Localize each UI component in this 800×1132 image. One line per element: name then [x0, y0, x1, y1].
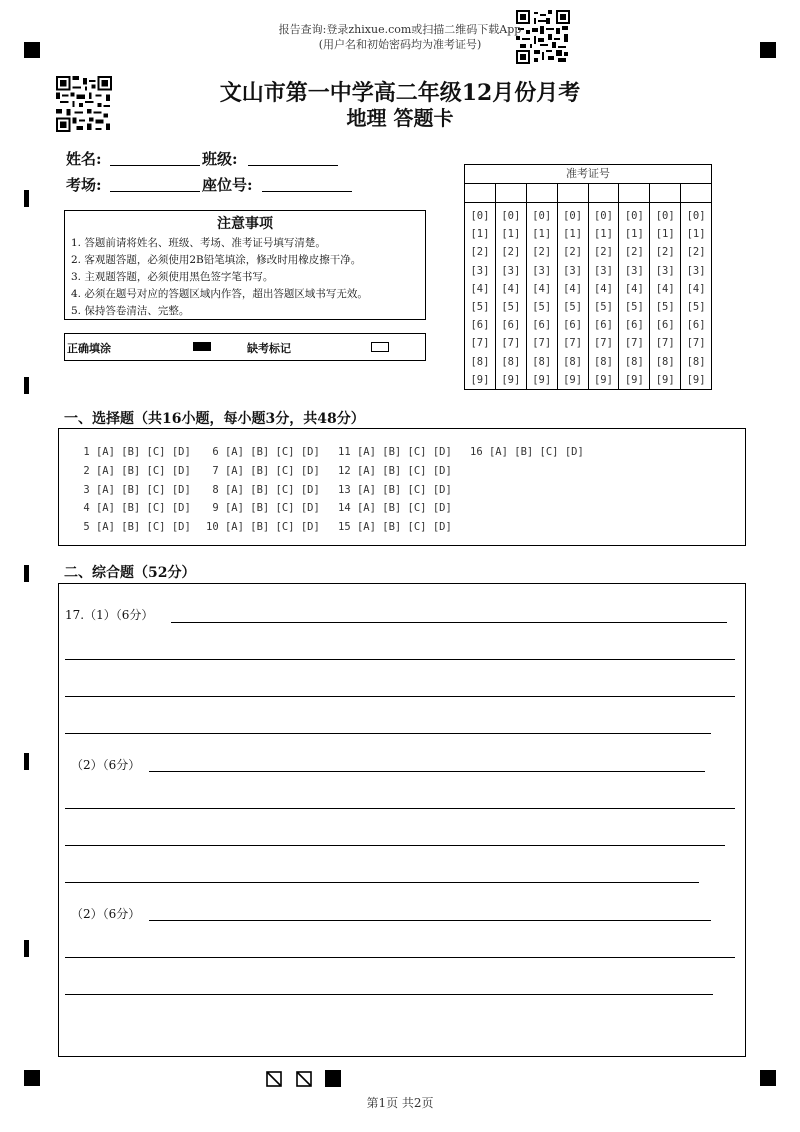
admission-digit-bubble[interactable]: [7]	[686, 337, 706, 350]
admission-digit-bubble[interactable]: [3]	[563, 264, 583, 277]
admission-digit-bubble[interactable]: [9]	[470, 373, 490, 386]
admission-digit-bubble[interactable]: [7]	[655, 337, 675, 350]
admission-digit-bubble[interactable]: [4]	[470, 282, 490, 295]
admission-digit-bubble[interactable]: [9]	[686, 373, 706, 386]
mc-column-1	[77, 443, 191, 537]
answer-line[interactable]	[65, 882, 699, 883]
seat-number-label: 座位号:	[202, 176, 253, 194]
answer-line[interactable]	[65, 957, 735, 958]
mc-column-2	[206, 443, 320, 537]
admission-digit-bubble[interactable]: [9]	[563, 373, 583, 386]
admission-digit-column	[681, 203, 711, 389]
notice-item: 3. 主观题答题，必须使用黑色签字笔书写。	[71, 271, 274, 283]
admission-digit-column	[496, 203, 527, 389]
admission-digit-bubble[interactable]: [0]	[563, 210, 583, 222]
admission-digit-column	[589, 203, 620, 389]
admission-digit-bubble[interactable]: [4]	[501, 282, 521, 295]
mc-question-row[interactable]: 11 [A] [B] [C] [D]	[338, 446, 452, 458]
seat-number-field[interactable]	[262, 191, 352, 192]
mc-question-row[interactable]: 1 [A] [B] [C] [D]	[77, 446, 191, 458]
admission-digit-column	[527, 203, 558, 389]
admission-digit-bubble[interactable]: [9]	[624, 373, 644, 386]
correct-fill-sample	[193, 342, 211, 351]
admission-digit-bubble[interactable]: [8]	[501, 355, 521, 368]
admission-digit-bubble[interactable]: [0]	[593, 210, 613, 222]
side-mark	[24, 565, 29, 582]
q17-part2-label: （2）（6分）	[71, 758, 141, 772]
mc-column-3	[338, 443, 452, 537]
admission-digit-bubble[interactable]: [1]	[593, 228, 613, 241]
admission-digit-column	[465, 203, 496, 389]
admission-digit-bubble[interactable]: [9]	[593, 373, 613, 386]
admission-digit-bubble[interactable]: [3]	[624, 264, 644, 277]
admission-digit-bubble[interactable]: [3]	[593, 264, 613, 277]
q17-part3-label: （2）（6分）	[71, 907, 141, 921]
admission-digit-cell[interactable]	[558, 184, 589, 202]
answer-line[interactable]	[65, 845, 725, 846]
admission-number-grid	[464, 164, 712, 390]
admission-number-write-row	[465, 184, 711, 203]
mc-question-row[interactable]: 16 [A] [B] [C] [D]	[470, 446, 584, 458]
notice-item: 2. 客观题答题，必须使用2B铅笔填涂，修改时用橡皮擦干净。	[71, 254, 362, 266]
answer-line[interactable]	[149, 920, 711, 921]
admission-digit-cell[interactable]	[681, 184, 711, 202]
admission-digit-bubble[interactable]: [6]	[532, 319, 552, 332]
admission-digit-bubble[interactable]: [1]	[501, 228, 521, 241]
absent-mark-box[interactable]	[371, 342, 389, 352]
admission-digit-bubble[interactable]: [8]	[532, 355, 552, 368]
mc-question-row[interactable]: 5 [A] [B] [C] [D]	[77, 521, 191, 534]
slash-box-1	[266, 1071, 282, 1087]
admission-digit-bubble[interactable]: [7]	[470, 337, 490, 350]
admission-digit-bubble[interactable]: [2]	[686, 246, 706, 259]
admission-digit-bubble[interactable]: [0]	[501, 210, 521, 222]
answer-line[interactable]	[149, 771, 705, 772]
answer-line[interactable]	[171, 622, 727, 623]
section1-title: 一、选择题（共16小题，每小题3分，共48分）	[64, 411, 365, 427]
admission-digit-bubble[interactable]: [7]	[563, 337, 583, 350]
admission-digit-bubble[interactable]: [8]	[655, 355, 675, 368]
admission-digit-bubble[interactable]: [2]	[593, 246, 613, 259]
exam-room-field[interactable]	[110, 191, 200, 192]
admission-digit-bubble[interactable]: [2]	[655, 246, 675, 259]
admission-digit-bubble[interactable]: [5]	[686, 301, 706, 314]
admission-digit-bubble[interactable]: [1]	[655, 228, 675, 241]
admission-digit-cell[interactable]	[650, 184, 681, 202]
exam-room-label: 考场:	[66, 176, 102, 194]
side-mark	[24, 190, 29, 207]
admission-digit-bubble[interactable]: [1]	[686, 228, 706, 241]
admission-digit-bubble[interactable]: [9]	[532, 373, 552, 386]
admission-digit-bubble[interactable]: [6]	[655, 319, 675, 332]
admission-digit-bubble[interactable]: [1]	[470, 228, 490, 241]
filled-box-mark	[325, 1070, 341, 1087]
side-mark	[24, 940, 29, 957]
admission-digit-bubble[interactable]: [0]	[470, 210, 490, 222]
admission-digit-bubble[interactable]: [7]	[501, 337, 521, 350]
admission-digit-bubble[interactable]: [3]	[470, 264, 490, 277]
mc-question-row[interactable]: 6 [A] [B] [C] [D]	[206, 446, 320, 458]
section2-title: 二、综合题（52分）	[64, 565, 196, 581]
admission-digit-bubble[interactable]: [1]	[532, 228, 552, 241]
admission-digit-bubble[interactable]: [1]	[563, 228, 583, 241]
admission-digit-column	[558, 203, 589, 389]
admission-digit-bubble[interactable]: [6]	[563, 319, 583, 332]
admission-digit-bubble[interactable]: [5]	[470, 301, 490, 314]
exam-subtitle: 地理 答题卡	[346, 106, 454, 130]
mc-column-4	[470, 443, 584, 462]
admission-digit-cell[interactable]	[589, 184, 620, 202]
admission-digit-bubble[interactable]: [4]	[624, 282, 644, 295]
admission-digit-bubble[interactable]: [2]	[470, 246, 490, 259]
admission-digit-bubble[interactable]: [8]	[593, 355, 613, 368]
notice-title: 注意事项	[217, 216, 273, 232]
admission-digit-bubble[interactable]: [0]	[655, 210, 675, 222]
slash-box-2	[296, 1071, 312, 1087]
answer-line[interactable]	[65, 808, 735, 809]
side-mark	[24, 753, 29, 770]
admission-digit-bubble[interactable]: [6]	[470, 319, 490, 332]
admission-bubble-columns	[465, 203, 711, 389]
report-query-line1: 报告查询:登录zhixue.com或扫描二维码下载App	[278, 23, 522, 36]
admission-digit-bubble[interactable]: [0]	[624, 210, 644, 222]
admission-digit-bubble[interactable]: [5]	[624, 301, 644, 314]
mc-question-row[interactable]: 10 [A] [B] [C] [D]	[206, 521, 320, 534]
report-query-note	[0, 22, 800, 52]
admission-number-title: 准考证号	[465, 165, 711, 184]
answer-line[interactable]	[65, 994, 713, 995]
admission-digit-bubble[interactable]: [4]	[686, 282, 706, 295]
answer-line[interactable]	[65, 659, 735, 660]
class-field[interactable]	[248, 165, 338, 166]
mc-question-row[interactable]: 14 [A] [B] [C] [D]	[338, 502, 452, 515]
mc-question-row[interactable]: 15 [A] [B] [C] [D]	[338, 521, 452, 534]
mc-question-row[interactable]: 4 [A] [B] [C] [D]	[77, 502, 191, 515]
admission-digit-bubble[interactable]: [5]	[501, 301, 521, 314]
admission-digit-bubble[interactable]: [8]	[686, 355, 706, 368]
admission-digit-bubble[interactable]: [9]	[655, 373, 675, 386]
admission-digit-bubble[interactable]: [7]	[593, 337, 613, 350]
admission-digit-bubble[interactable]: [8]	[624, 355, 644, 368]
admission-digit-bubble[interactable]: [9]	[501, 373, 521, 386]
exam-title: 文山市第一中学高二年级12月份月考	[219, 80, 581, 106]
mc-question-row[interactable]: 12 [A] [B] [C] [D]	[338, 464, 452, 477]
admission-digit-bubble[interactable]: [8]	[470, 355, 490, 368]
admission-digit-cell[interactable]	[619, 184, 650, 202]
page-number: 第1页 共2页	[366, 1096, 434, 1110]
admission-digit-bubble[interactable]: [4]	[532, 282, 552, 295]
admission-digit-bubble[interactable]: [5]	[532, 301, 552, 314]
admission-digit-bubble[interactable]: [4]	[593, 282, 613, 295]
admission-digit-bubble[interactable]: [7]	[532, 337, 552, 350]
admission-digit-bubble[interactable]: [2]	[532, 246, 552, 259]
mc-question-row[interactable]: 13 [A] [B] [C] [D]	[338, 483, 452, 496]
mc-question-row[interactable]: 9 [A] [B] [C] [D]	[206, 502, 320, 515]
admission-digit-bubble[interactable]: [6]	[686, 319, 706, 332]
absent-mark-label: 缺考标记	[247, 342, 291, 355]
admission-digit-column	[619, 203, 650, 389]
admission-digit-bubble[interactable]: [3]	[686, 264, 706, 277]
fill-legend-box	[64, 333, 426, 361]
admission-digit-bubble[interactable]: [3]	[532, 264, 552, 277]
answer-line[interactable]	[65, 733, 711, 734]
comprehensive-answer-box	[58, 583, 746, 1057]
mc-question-row[interactable]: 8 [A] [B] [C] [D]	[206, 483, 320, 496]
correct-fill-label: 正确填涂	[67, 342, 111, 355]
admission-digit-cell[interactable]	[465, 184, 496, 202]
notice-item: 4. 必须在题号对应的答题区域内作答，超出答题区域书写无效。	[71, 288, 368, 300]
notice-item: 5. 保持答卷清洁、完整。	[71, 305, 190, 317]
admission-digit-bubble[interactable]: [5]	[593, 301, 613, 314]
notice-box	[64, 210, 426, 320]
admission-digit-bubble[interactable]: [3]	[655, 264, 675, 277]
admission-digit-cell[interactable]	[496, 184, 527, 202]
admission-digit-bubble[interactable]: [6]	[624, 319, 644, 332]
name-label: 姓名:	[66, 150, 102, 168]
report-query-line2: (用户名和初始密码均为准考证号)	[318, 38, 482, 51]
admission-digit-bubble[interactable]: [2]	[501, 246, 521, 259]
admission-digit-bubble[interactable]: [5]	[563, 301, 583, 314]
admission-digit-bubble[interactable]: [0]	[686, 210, 706, 222]
name-field[interactable]	[110, 165, 200, 166]
corner-mark-bottom-right	[760, 1070, 776, 1086]
admission-digit-bubble[interactable]: [8]	[563, 355, 583, 368]
admission-digit-bubble[interactable]: [6]	[593, 319, 613, 332]
admission-digit-bubble[interactable]: [1]	[624, 228, 644, 241]
mc-question-row[interactable]: 7 [A] [B] [C] [D]	[206, 464, 320, 477]
admission-digit-bubble[interactable]: [6]	[501, 319, 521, 332]
mc-question-row[interactable]: 3 [A] [B] [C] [D]	[77, 483, 191, 496]
admission-digit-bubble[interactable]: [4]	[563, 282, 583, 295]
admission-digit-bubble[interactable]: [2]	[624, 246, 644, 259]
class-label: 班级:	[202, 150, 238, 168]
answer-line[interactable]	[65, 696, 735, 697]
admission-digit-bubble[interactable]: [3]	[501, 264, 521, 277]
notice-item: 1. 答题前请将姓名、班级、考场、准考证号填写清楚。	[71, 237, 326, 249]
corner-mark-bottom-left	[24, 1070, 40, 1086]
side-mark	[24, 377, 29, 394]
q17-part1-label: 17.（1）（6分）	[65, 608, 154, 622]
admission-digit-bubble[interactable]: [7]	[624, 337, 644, 350]
admission-digit-cell[interactable]	[527, 184, 558, 202]
admission-digit-bubble[interactable]: [0]	[532, 210, 552, 222]
admission-digit-column	[650, 203, 681, 389]
multiple-choice-box	[58, 428, 746, 546]
mc-question-row[interactable]: 2 [A] [B] [C] [D]	[77, 464, 191, 477]
admission-digit-bubble[interactable]: [2]	[563, 246, 583, 259]
admission-digit-bubble[interactable]: [4]	[655, 282, 675, 295]
admission-digit-bubble[interactable]: [5]	[655, 301, 675, 314]
